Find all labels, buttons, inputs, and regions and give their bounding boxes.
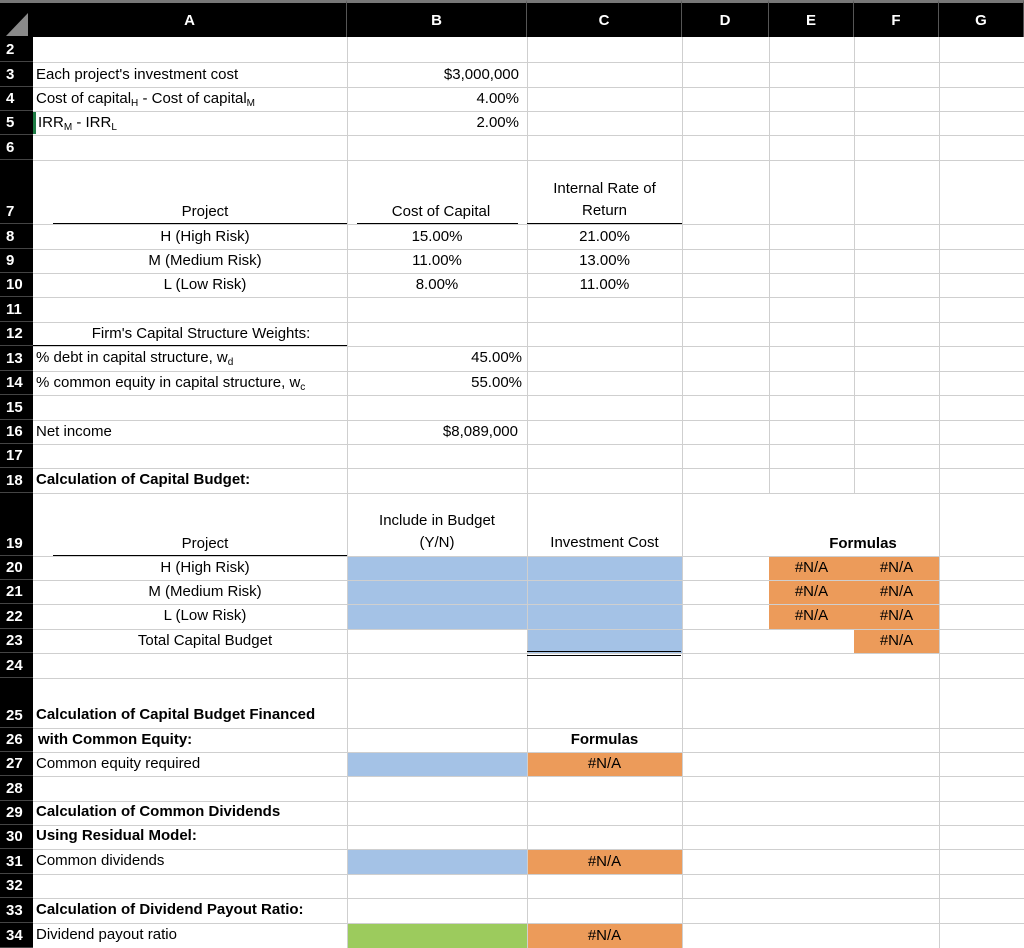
- row-header-25[interactable]: 25: [0, 678, 33, 728]
- formula-e20: #N/A: [794, 559, 829, 576]
- formulas-header-right: Formulas: [829, 535, 897, 552]
- investment-cost-label: Each project's investment cost: [36, 66, 239, 83]
- coc-difference-value[interactable]: 4.00%: [476, 90, 519, 107]
- formula-f20: #N/A: [879, 559, 914, 576]
- row-header-2[interactable]: 2: [0, 37, 33, 62]
- row-header-31[interactable]: 31: [0, 849, 33, 874]
- irr-difference-label: $IRR_M - IRR_L$: [38, 114, 117, 133]
- column-header-g[interactable]: G: [939, 0, 1024, 37]
- project-l-label: L (Low Risk): [163, 276, 247, 293]
- project-m-coc[interactable]: 11.00%: [412, 252, 462, 269]
- common-equity-formula-value: #N/A: [587, 755, 622, 772]
- row-header-26[interactable]: 26: [0, 728, 33, 752]
- row-header-21[interactable]: 21: [0, 580, 33, 604]
- cost-of-capital-header: Cost of Capital: [391, 203, 491, 220]
- row-header-9[interactable]: 9: [0, 249, 33, 273]
- row-header-33[interactable]: 33: [0, 898, 33, 923]
- formulas-header-middle: Formulas: [570, 731, 639, 748]
- select-all-corner[interactable]: [0, 0, 33, 37]
- row-header-5[interactable]: 5: [0, 111, 33, 135]
- include-budget-header-line1: Include in Budget: [379, 512, 495, 529]
- equity-weight-value[interactable]: 55.00%: [471, 374, 522, 391]
- common-dividends-formula-value: #N/A: [587, 853, 622, 870]
- row-header-23[interactable]: 23: [0, 629, 33, 653]
- common-dividends-input[interactable]: [347, 849, 527, 874]
- include-budget-input-area[interactable]: [347, 556, 682, 629]
- irr-header-line2: Return: [581, 202, 628, 219]
- payout-title: Calculation of Dividend Payout Ratio:: [36, 901, 304, 918]
- column-header-b[interactable]: B: [347, 0, 527, 37]
- row-header-11[interactable]: 11: [0, 297, 33, 322]
- row-header-17[interactable]: 17: [0, 444, 33, 468]
- column-header-a[interactable]: A: [33, 0, 347, 37]
- dividend-payout-ratio-input[interactable]: [347, 923, 527, 948]
- row-header-19[interactable]: 19: [0, 493, 33, 556]
- row-header-15[interactable]: 15: [0, 395, 33, 420]
- investment-cost-header: Investment Cost: [550, 534, 659, 551]
- row-header-22[interactable]: 22: [0, 604, 33, 629]
- capital-structure-title: Firm's Capital Structure Weights:: [91, 325, 311, 342]
- row-header-20[interactable]: 20: [0, 556, 33, 580]
- dividends-title-line1: Calculation of Common Dividends: [36, 803, 281, 820]
- row-header-28[interactable]: 28: [0, 776, 33, 801]
- investment-cost-value[interactable]: $3,000,000: [443, 66, 519, 83]
- row-header-4[interactable]: 4: [0, 87, 33, 111]
- column-header-e[interactable]: E: [769, 0, 854, 37]
- budget-project-header: Project: [181, 535, 229, 552]
- coc-difference-label: Cost of capital$_H$ - Cost of capital$_M$: [36, 90, 256, 109]
- project-m-label: M (Medium Risk): [148, 252, 262, 269]
- equity-weight-label: % common equity in capital structure, $w_c$: [36, 374, 306, 393]
- project-m-irr[interactable]: 13.00%: [579, 252, 630, 269]
- project-h-label: H (High Risk): [160, 228, 250, 245]
- row-header-16[interactable]: 16: [0, 420, 33, 444]
- net-income-value[interactable]: $8,089,000: [442, 423, 518, 440]
- total-capital-budget-input[interactable]: [527, 629, 682, 653]
- project-h-coc[interactable]: 15.00%: [411, 228, 463, 245]
- common-equity-required-input[interactable]: [347, 752, 527, 776]
- row-header-10[interactable]: 10: [0, 273, 33, 297]
- formula-f23: #N/A: [879, 632, 914, 649]
- select-all-icon: [4, 9, 30, 37]
- equity-financed-title-line1: Calculation of Capital Budget Financed: [36, 706, 316, 723]
- include-budget-header-line2: (Y/N): [419, 534, 455, 551]
- debt-weight-value[interactable]: 45.00%: [471, 349, 522, 366]
- project-l-coc[interactable]: 8.00%: [415, 276, 459, 293]
- row-header-29[interactable]: 29: [0, 801, 33, 825]
- row-header-32[interactable]: 32: [0, 874, 33, 898]
- row-header-8[interactable]: 8: [0, 224, 33, 249]
- formula-f22: #N/A: [879, 607, 914, 624]
- row-header-12[interactable]: 12: [0, 322, 33, 346]
- budget-project-l: L (Low Risk): [163, 607, 247, 624]
- budget-project-m: M (Medium Risk): [148, 583, 262, 600]
- row-header-34[interactable]: 34: [0, 923, 33, 948]
- irr-header-line1: Internal Rate of: [553, 180, 656, 197]
- irr-difference-value[interactable]: 2.00%: [476, 114, 519, 131]
- dividend-payout-label: Dividend payout ratio: [36, 926, 177, 943]
- project-header: Project: [181, 203, 229, 220]
- row-header-14[interactable]: 14: [0, 371, 33, 395]
- column-header-d[interactable]: D: [682, 0, 769, 37]
- net-income-label: Net income: [36, 423, 112, 440]
- row-header-27[interactable]: 27: [0, 752, 33, 776]
- project-h-irr[interactable]: 21.00%: [579, 228, 630, 245]
- row-header-7[interactable]: 7: [0, 160, 33, 224]
- row-header-6[interactable]: 6: [0, 135, 33, 160]
- row-header-13[interactable]: 13: [0, 346, 33, 371]
- row-header-24[interactable]: 24: [0, 653, 33, 678]
- row-header-30[interactable]: 30: [0, 825, 33, 849]
- row-header-18[interactable]: 18: [0, 468, 33, 493]
- formula-e22: #N/A: [794, 607, 829, 624]
- capital-budget-title: Calculation of Capital Budget:: [36, 471, 251, 488]
- debt-weight-label: % debt in capital structure, $w_d$: [36, 349, 234, 368]
- budget-project-h: H (High Risk): [160, 559, 250, 576]
- formula-f21: #N/A: [879, 583, 914, 600]
- dividends-title-line2: Using Residual Model:: [36, 827, 197, 844]
- column-header-c[interactable]: C: [527, 0, 682, 37]
- column-header-f[interactable]: F: [854, 0, 939, 37]
- row-header-3[interactable]: 3: [0, 62, 33, 87]
- total-capital-budget-label: Total Capital Budget: [137, 632, 273, 649]
- project-l-irr[interactable]: 11.00%: [579, 276, 630, 293]
- common-equity-required-label: Common equity required: [36, 755, 201, 772]
- dividend-payout-formula-value: #N/A: [587, 927, 622, 944]
- active-cell-indicator: [33, 112, 36, 134]
- common-dividends-label: Common dividends: [36, 852, 165, 869]
- formula-e21: #N/A: [794, 583, 829, 600]
- equity-financed-title-line2: with Common Equity:: [38, 731, 193, 748]
